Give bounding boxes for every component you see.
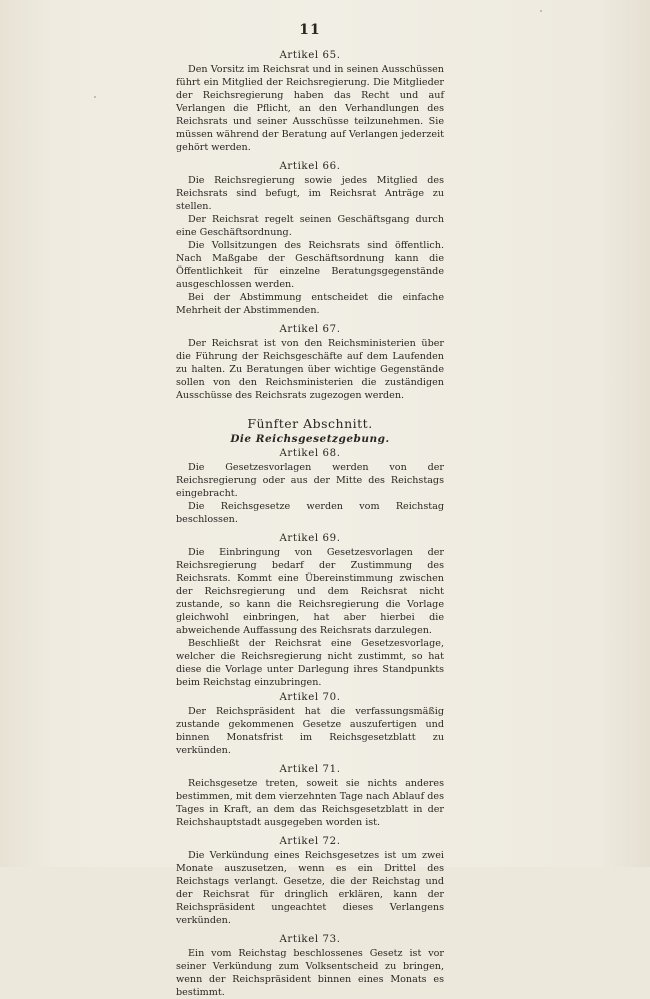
article-paragraph: Die Einbringung von Gesetzesvorlagen der Reichsregierung bedarf der Zustimmung des Reichsrats. Kommt eine Übereinstimmung zwischen der Reichsregierung und dem Reichsrat nicht zustande, so kann die Reichsregierung die Vorlage gleichwohl einbringen, hat aber hierbei die abweichende Auffassung des Reichsrats darzulegen. xyxy=(176,547,444,636)
paper-speck xyxy=(540,10,542,12)
section-title: Fünfter Abschnitt. xyxy=(247,416,373,431)
article-paragraph: Der Reichspräsident hat die verfassungsmäßig zustande gekommenen Gesetze auszufertigen und binnen Monatsfrist im Reichsgesetzblatt zu verkünden. xyxy=(176,706,444,756)
article-65 xyxy=(176,50,444,154)
article-title: Artikel 66. xyxy=(279,161,341,172)
article-title: Artikel 68. xyxy=(279,448,341,459)
paper-speck xyxy=(94,96,96,98)
section-subtitle: Die Reichsgesetzgebung. xyxy=(230,433,390,445)
article-68 xyxy=(176,448,444,526)
article-73 xyxy=(176,934,444,999)
article-67 xyxy=(176,324,444,402)
article-title: Artikel 71. xyxy=(279,764,341,775)
article-title: Artikel 72. xyxy=(279,836,341,847)
article-69 xyxy=(176,533,444,689)
article-paragraph: Reichsgesetze treten, soweit sie nichts anderes bestimmen, mit dem vierzehnten Tage nach Ablauf des Tages in Kraft, an dem das Reichsgesetzblatt in der Reichshauptstadt ausgegeben worden ist. xyxy=(176,778,444,828)
article-title: Artikel 65. xyxy=(279,50,341,61)
article-title: Artikel 73. xyxy=(279,934,341,945)
page-number: 11 xyxy=(299,22,321,38)
article-paragraph: Bei der Abstimmung entscheidet die einfache Mehrheit der Abstimmenden. xyxy=(176,292,444,316)
article-paragraph: Die Vollsitzungen des Reichsrats sind öffentlich. Nach Maßgabe der Geschäftsordnung kann die Öffentlichkeit für einzelne Beratungsgegenstände ausgeschlossen werden. xyxy=(176,240,444,290)
article-70 xyxy=(176,692,444,757)
article-paragraph: Die Gesetzesvorlagen werden von der Reichsregierung oder aus der Mitte des Reichstags eingebracht. xyxy=(176,462,444,499)
article-paragraph: Ein vom Reichstag beschlossenes Gesetz ist vor seiner Verkündung zum Volksentscheid zu bringen, wenn der Reichspräsident binnen eines Monats es bestimmt. xyxy=(176,948,444,998)
article-title: Artikel 70. xyxy=(279,692,341,703)
article-paragraph: Der Reichsrat regelt seinen Geschäftsgang durch eine Geschäftsordnung. xyxy=(176,214,444,238)
article-72 xyxy=(176,836,444,927)
article-66 xyxy=(176,161,444,317)
article-paragraph: Den Vorsitz im Reichsrat und in seinen Ausschüssen führt ein Mitglied der Reichsregierung. Die Mitglieder der Reichsregierung haben das Recht und auf Verlangen die Pflicht, an den Verhandlungen des Reichsrats und seiner Ausschüsse teilzunehmen. Sie müssen während der Beratung auf Verlangen jederzeit gehört werden. xyxy=(176,64,444,153)
text-column xyxy=(176,22,444,999)
article-71 xyxy=(176,764,444,829)
article-title: Artikel 69. xyxy=(279,533,341,544)
article-paragraph: Der Reichsrat ist von den Reichsministerien über die Führung der Reichsgeschäfte auf dem Laufenden zu halten. Zu Beratungen über wichtige Gegenstände sollen von den Reichsministerien die zuständigen Ausschüsse des Reichsrats zugezogen werden. xyxy=(176,338,444,401)
article-paragraph: Die Reichsregierung sowie jedes Mitglied des Reichsrats sind befugt, im Reichsrat Anträge zu stellen. xyxy=(176,175,444,212)
article-paragraph: Die Verkündung eines Reichsgesetzes ist um zwei Monate auszusetzen, wenn es ein Drittel des Reichstags verlangt. Gesetze, die der Reichstag und der Reichsrat für dringlich erklären, kann der Reichspräsident ungeachtet dieses Verlangens verkünden. xyxy=(176,850,444,926)
article-paragraph: Beschließt der Reichsrat eine Gesetzesvorlage, welcher die Reichsregierung nicht zustimmt, so hat diese die Vorlage unter Darlegung ihres Standpunkts beim Reichstag einzubringen. xyxy=(176,638,444,688)
article-title: Artikel 67. xyxy=(279,324,341,335)
article-paragraph: Die Reichsgesetze werden vom Reichstag beschlossen. xyxy=(176,501,444,525)
